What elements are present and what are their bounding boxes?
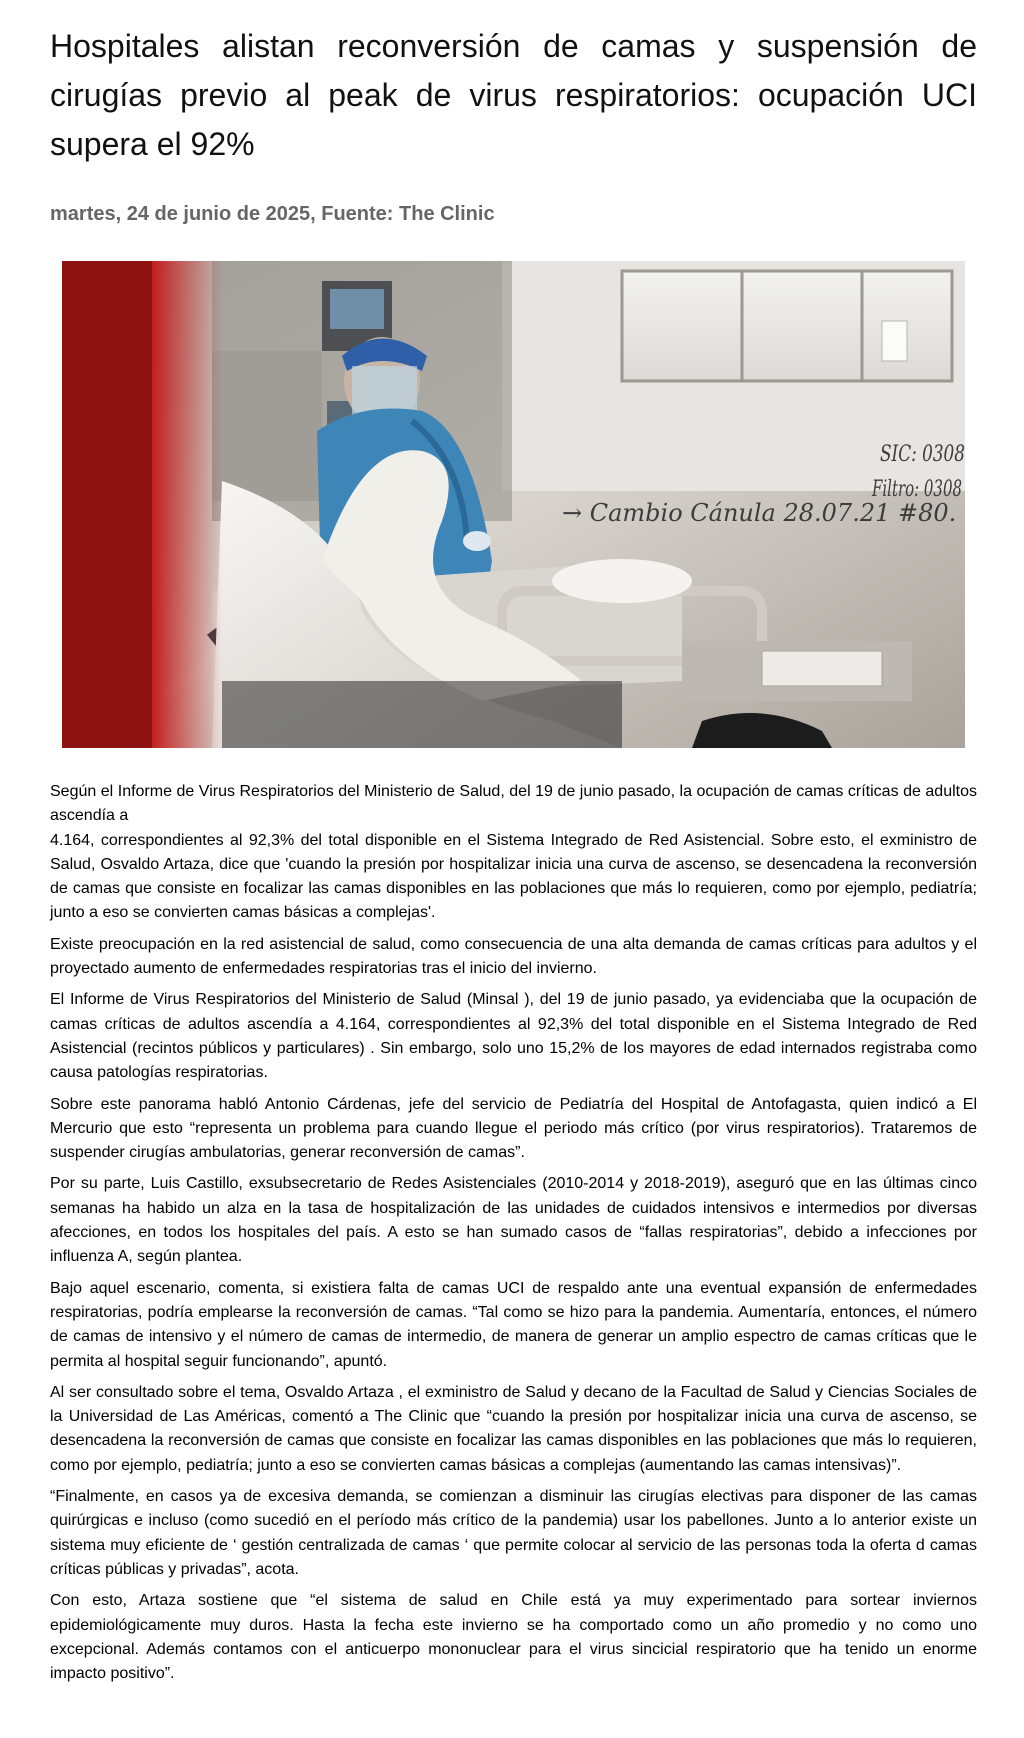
paragraph: Bajo aquel escenario, comenta, si existiera falta de camas UCI de respaldo ante una eventual expansión de enfermedades respiratorias, podría emplearse la reconversión de camas. “Tal como se hizo para la pandemia. Aumentaría, entonces, el número de camas de intensivo y el número de camas de intermedio, de manera de generar un amplio espectro de camas críticas que le permita al hospital seguir funcionando”, apuntó.	[50, 1279, 977, 1370]
paragraph: Existe preocupación en la red asistencial de salud, como consecuencia de una alta demanda de camas críticas para adultos y el proyectado aumento de enfermedades respiratorias tras el inicio del invierno.	[50, 935, 977, 978]
icu-photo-icon	[62, 261, 965, 748]
paragraph: Sobre este panorama habló Antonio Cárdenas, jefe del servicio de Pediatría del Hospital de Antofagasta, quien indicó a El Mercurio que esto “representa un problema para cuando llegue el periodo más crítico (por virus respiratorios). Trataremos de suspender cirugías ambulatorias, generar reconversión de camas”.	[50, 1095, 977, 1162]
paragraph-text: 4.164, correspondientes al 92,3% del total disponible en el Sistema Integrado de Red Asistencial. Sobre esto, el exministro de Salud, Osvaldo Artaza, dice que 'cuando la presión por hospitalizar inicia una curva de ascenso, se desencadena la reconversión de camas que consiste en focalizar las camas disponibles en las poblaciones que más lo requieren, como por ejemplo, pediatría; junto a eso se convierten camas básicas a complejas'.	[50, 831, 977, 922]
article-photo	[62, 261, 965, 748]
paragraph: El Informe de Virus Respiratorios del Ministerio de Salud (Minsal ), del 19 de junio pasado, ya evidenciaba que la ocupación de camas críticas de adultos ascendía a 4.164, correspondientes al 92,3% del total disponible en el Sistema Integrado de Red Asistencial (recintos públicos y particulares) . Sin embargo, solo uno 15,2% de los mayores de edad internados registraba como causa patologías respiratorias.	[50, 991, 977, 1082]
glass-writing-2: SIC: 0308	[880, 442, 965, 467]
article-body	[50, 780, 977, 1693]
glass-writing-3: Filtro: 0308	[871, 477, 962, 502]
glass-writing-1: → Cambio Cánula 28.07.21 #80.	[562, 499, 957, 527]
paragraph: Por su parte, Luis Castillo, exsubsecretario de Redes Asistenciales (2010-2014 y 2018-2019), aseguró que en las últimas cinco semanas ha habido un alza en la tasa de hospitalización de las unidades de cuidados intensivos e intermedios por diversas afecciones, en todos los hospitales del país. A esto se han sumado casos de “fallas respiratorias”, debido a infecciones por influenza A, según plantea.	[50, 1175, 977, 1266]
paragraph	[50, 780, 977, 926]
paragraph: Al ser consultado sobre el tema, Osvaldo Artaza , el exministro de Salud y decano de la Facultad de Salud y Ciencias Sociales de la Universidad de Las Américas, comentó a The Clinic que “cuando la presión por hospitalizar inicia una curva de ascenso, se desencadena la reconversión de camas que consiste en focalizar las camas disponibles en las poblaciones que más lo requieren, como por ejemplo, pediatría; junto a eso se convierten camas básicas a complejas (aumentando las camas intensivas)”.	[50, 1383, 977, 1474]
paragraph: Con esto, Artaza sostiene que “el sistema de salud en Chile está ya muy experimentado para sortear inviernos epidemiológicamente muy duros. Hasta la fecha este invierno se ha comportado como un año promedio y no como uno excepcional. Además contamos con el anticuerpo mononuclear para el virus sincicial respiratorio que ha tenido un enorme impacto positivo”.	[50, 1592, 977, 1683]
article-meta: martes, 24 de junio de 2025, Fuente: The Clinic	[50, 203, 495, 225]
paragraph: “Finalmente, en casos ya de excesiva demanda, se comienzan a disminuir las cirugías electivas para disponer de las camas quirúrgicas e incluso (como sucedió en el período más crítico de la pandemia) usar los pabellones. Junto a lo anterior existe un sistema muy eficiente de ‘ gestión centralizada de camas ‘ que permite colocar al servicio de las personas toda la oferta d camas críticas públicas y privadas”, acota.	[50, 1488, 977, 1578]
article-title: Hospitales alistan reconversión de camas y suspensión de cirugías previo al peak de virus respiratorios: ocupación UCI supera el 92%	[50, 28, 977, 162]
paragraph-lead: Según el Informe de Virus Respiratorios del Ministerio de Salud, del 19 de junio pasado, la ocupación de camas críticas de adultos ascendía a	[50, 783, 977, 825]
